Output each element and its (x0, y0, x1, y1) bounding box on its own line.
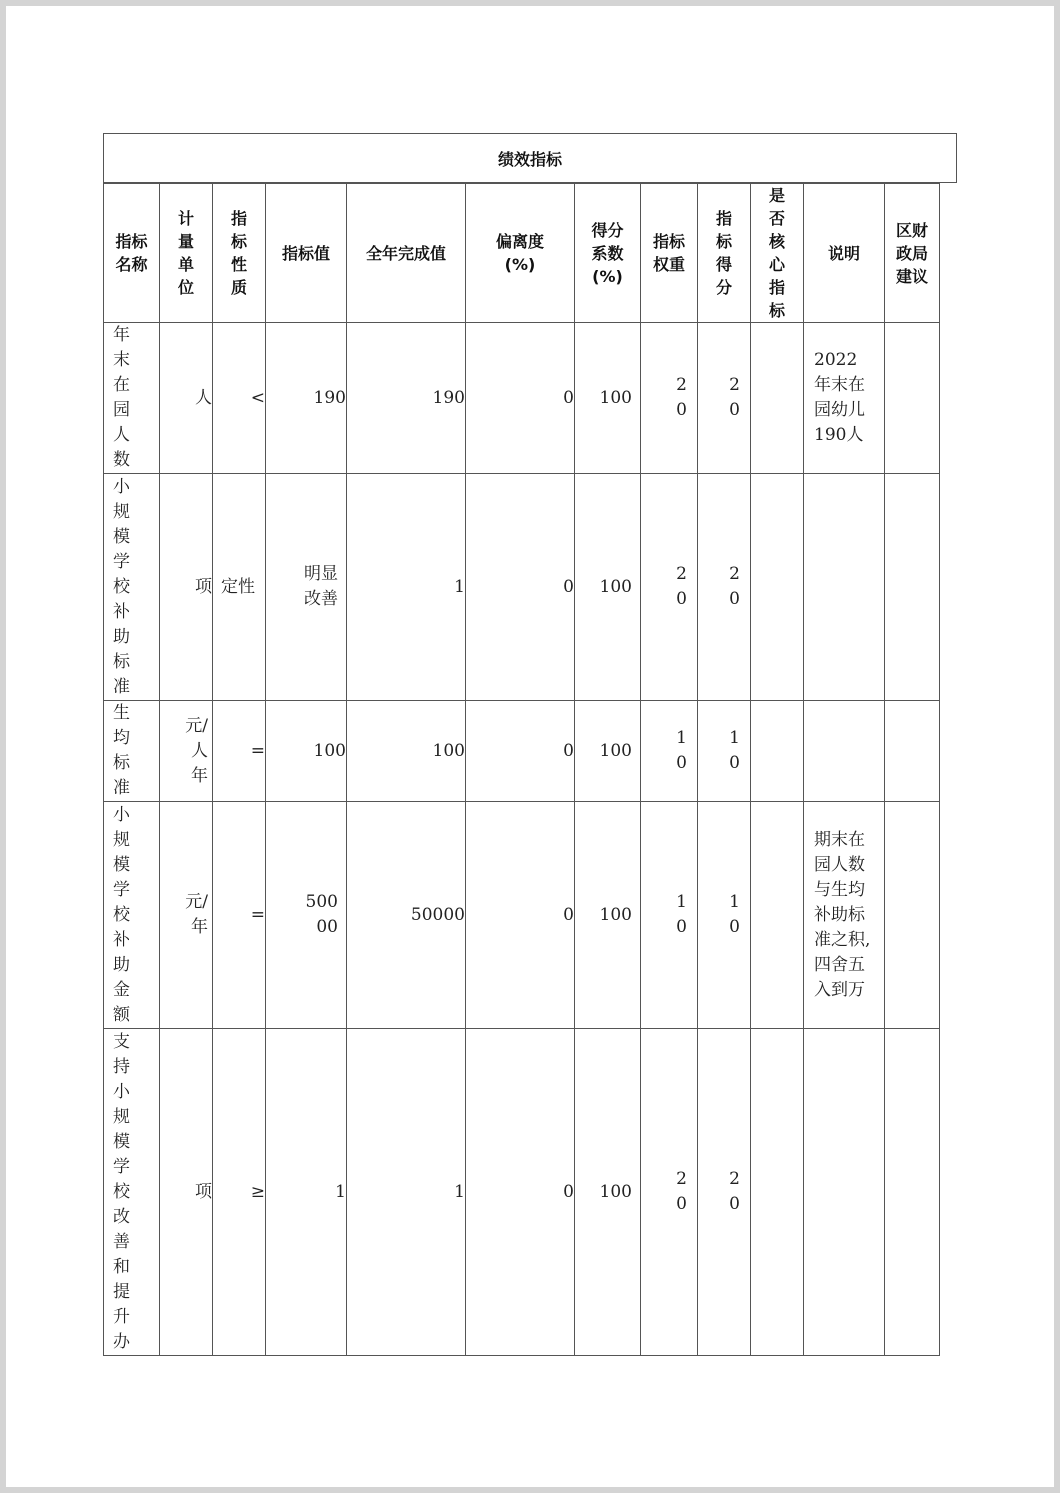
cell-description: 2022年末在园幼儿190人 (804, 323, 885, 474)
cell-coefficient: 100 (575, 802, 641, 1029)
cell-description (804, 701, 885, 802)
header-actual: 全年完成值 (347, 184, 466, 323)
cell-score: 20 (698, 474, 751, 701)
header-core: 是否核心指标 (751, 184, 804, 323)
cell-unit: 项 (160, 474, 213, 701)
cell-coefficient: 100 (575, 474, 641, 701)
cell-coefficient: 100 (575, 323, 641, 474)
cell-actual: 50000 (347, 802, 466, 1029)
cell-core (751, 1029, 804, 1356)
cell-coefficient: 100 (575, 1029, 641, 1356)
cell-core (751, 323, 804, 474)
cell-score: 20 (698, 323, 751, 474)
cell-unit: 人 (160, 323, 213, 474)
cell-nature: = (213, 701, 266, 802)
cell-score: 10 (698, 701, 751, 802)
cell-name: 支持小规模学校改善和提升办 (104, 1029, 160, 1356)
cell-weight: 10 (641, 802, 698, 1029)
table-row (104, 701, 940, 802)
header-unit: 计量单位 (160, 184, 213, 323)
cell-name: 生均标准 (104, 701, 160, 802)
cell-actual: 1 (347, 474, 466, 701)
performance-indicator-table (103, 183, 940, 1356)
header-advice: 区财政局建议 (885, 184, 940, 323)
header-score: 指标得分 (698, 184, 751, 323)
cell-weight: 20 (641, 1029, 698, 1356)
cell-advice (885, 1029, 940, 1356)
cell-weight: 10 (641, 701, 698, 802)
cell-advice (885, 474, 940, 701)
cell-advice (885, 323, 940, 474)
table-row (104, 802, 940, 1029)
cell-unit: 元/人年 (160, 701, 213, 802)
cell-name: 小规模学校补助标准 (104, 474, 160, 701)
cell-value: 100 (266, 701, 347, 802)
cell-unit: 项 (160, 1029, 213, 1356)
cell-name: 小规模学校补助金额 (104, 802, 160, 1029)
cell-weight: 20 (641, 323, 698, 474)
cell-advice (885, 802, 940, 1029)
cell-advice (885, 701, 940, 802)
cell-deviation: 0 (466, 701, 575, 802)
cell-value: 50000 (266, 802, 347, 1029)
cell-description (804, 1029, 885, 1356)
cell-weight: 20 (641, 474, 698, 701)
cell-actual: 190 (347, 323, 466, 474)
cell-value: 明显改善 (266, 474, 347, 701)
cell-description (804, 474, 885, 701)
table-row (104, 474, 940, 701)
cell-deviation: 0 (466, 802, 575, 1029)
cell-name: 年末在园人数 (104, 323, 160, 474)
cell-value: 1 (266, 1029, 347, 1356)
header-deviation: 偏离度 (%) (466, 184, 575, 323)
cell-coefficient: 100 (575, 701, 641, 802)
cell-score: 10 (698, 802, 751, 1029)
cell-nature: 定性 (213, 474, 266, 701)
cell-nature: = (213, 802, 266, 1029)
header-nature: 指标性质 (213, 184, 266, 323)
header-value: 指标值 (266, 184, 347, 323)
table-title: 绩效指标 (103, 133, 957, 183)
cell-score: 20 (698, 1029, 751, 1356)
table-row (104, 323, 940, 474)
cell-core (751, 701, 804, 802)
header-coefficient: 得分系数 (%) (575, 184, 641, 323)
cell-value: 190 (266, 323, 347, 474)
header-row (104, 184, 940, 323)
cell-core (751, 474, 804, 701)
cell-deviation: 0 (466, 323, 575, 474)
cell-core (751, 802, 804, 1029)
cell-nature: < (213, 323, 266, 474)
cell-actual: 100 (347, 701, 466, 802)
header-weight: 指标权重 (641, 184, 698, 323)
header-name: 指标名称 (104, 184, 160, 323)
header-description: 说明 (804, 184, 885, 323)
document-page (6, 6, 1054, 1487)
cell-actual: 1 (347, 1029, 466, 1356)
cell-description: 期末在园人数与生均补助标准之积,四舍五入到万 (804, 802, 885, 1029)
cell-deviation: 0 (466, 1029, 575, 1356)
cell-nature: ≥ (213, 1029, 266, 1356)
table-row (104, 1029, 940, 1356)
cell-unit: 元/年 (160, 802, 213, 1029)
cell-deviation: 0 (466, 474, 575, 701)
